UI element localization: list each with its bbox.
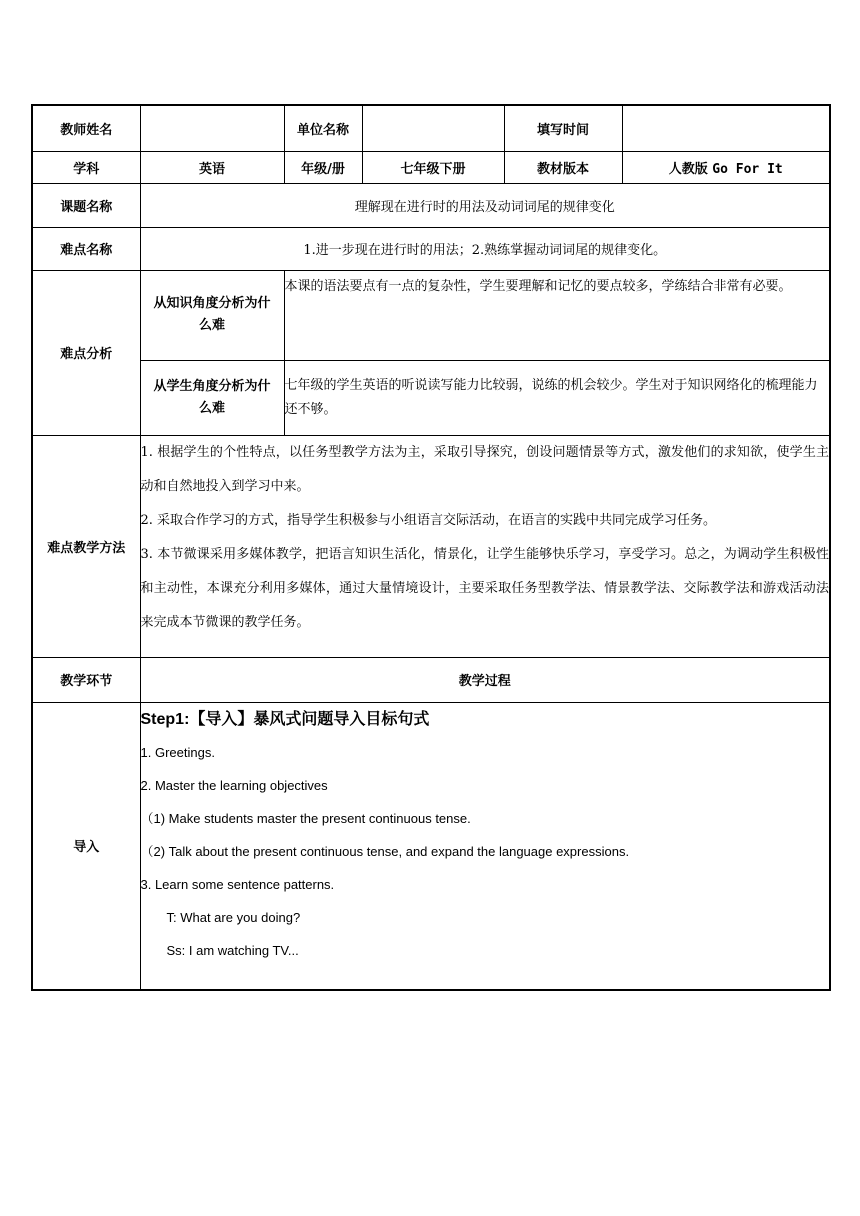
intro-stage-label: 导入 — [32, 702, 140, 990]
row-topic — [32, 183, 830, 227]
edition-value — [622, 151, 830, 183]
stage-header: 教学环节 — [32, 657, 140, 702]
difficulty-value: 1.进一步现在进行时的用法；2.熟练掌握动词词尾的规律变化。 — [140, 227, 830, 270]
edition-value-en: Go For It — [712, 161, 783, 177]
intro-line-1: 1. Greetings. — [140, 744, 215, 760]
intro-line-2: 2. Master the learning objectives — [140, 777, 328, 793]
row-header — [32, 105, 830, 151]
method-item-3: 3. 本节微课采用多媒体教学，把语言知识生活化，情景化，让学生能够快乐学习，享受学习。总之，为调动学生积极性和主动性，本课充分利用多媒体，通过大量情境设计，主要采取任务型教学法、情景教学法、交际教学法和游戏活动法来完成本节微课的教学任务。 — [140, 546, 829, 630]
method-item-1: 1. 根据学生的个性特点，以任务型教学方法为主，采取引导探究，创设问题情景等方式，激发他们的求知欲，使学生主动和自然地投入到学习中来。 — [140, 444, 829, 494]
unit-name-field — [362, 105, 504, 151]
row-difficulty — [32, 227, 830, 270]
row-info — [32, 151, 830, 183]
fill-date-field — [622, 105, 830, 151]
row-process-header — [32, 657, 830, 702]
analysis-label: 难点分析 — [32, 270, 140, 435]
row-method — [32, 435, 830, 657]
subject-label: 学科 — [32, 151, 140, 183]
student-angle-label: 从学生角度分析为什么难 — [140, 360, 284, 435]
method-item-2: 2. 采取合作学习的方式，指导学生积极参与小组语言交际活动，在语言的实践中共同完成学习任务。 — [140, 512, 717, 528]
process-header: 教学过程 — [140, 657, 830, 702]
teacher-name-label: 教师姓名 — [32, 105, 140, 151]
unit-name-label: 单位名称 — [284, 105, 362, 151]
fill-date-label: 填写时间 — [504, 105, 622, 151]
knowledge-angle-label: 从知识角度分析为什么难 — [140, 270, 284, 360]
grade-label: 年级/册 — [284, 151, 362, 183]
edition-value-cn: 人教版 — [668, 161, 708, 177]
intro-line-3: （1) Make students master the present continuous tense. — [140, 810, 471, 826]
student-angle-text: 七年级的学生英语的听说读写能力比较弱，说练的机会较少。学生对于知识网络化的梳理能力还不够。 — [284, 360, 830, 435]
knowledge-angle-text: 本课的语法要点有一点的复杂性，学生要理解和记忆的要点较多，学练结合非常有必要。 — [284, 270, 830, 360]
topic-value: 理解现在进行时的用法及动词词尾的规律变化 — [140, 183, 830, 227]
method-label: 难点教学方法 — [32, 435, 140, 657]
step-title: Step1:【导入】暴风式问题导入目标句式 — [140, 710, 430, 728]
dialog-line-2: Ss: I am watching TV... — [166, 942, 299, 958]
intro-line-4: （2) Talk about the present continuous tense, and expand the language expressions. — [140, 843, 630, 859]
topic-label: 课题名称 — [32, 183, 140, 227]
grade-value: 七年级下册 — [362, 151, 504, 183]
row-intro — [32, 702, 830, 990]
intro-line-5: 3. Learn some sentence patterns. — [140, 876, 335, 892]
teacher-name-field — [140, 105, 284, 151]
difficulty-label: 难点名称 — [32, 227, 140, 270]
subject-value: 英语 — [140, 151, 284, 183]
lesson-plan-table — [31, 104, 831, 991]
row-analysis-student — [32, 360, 830, 435]
edition-label: 教材版本 — [504, 151, 622, 183]
row-analysis-knowledge — [32, 270, 830, 360]
dialog-line-1: T: What are you doing? — [166, 909, 301, 925]
intro-process — [140, 702, 830, 990]
method-text — [140, 435, 830, 657]
